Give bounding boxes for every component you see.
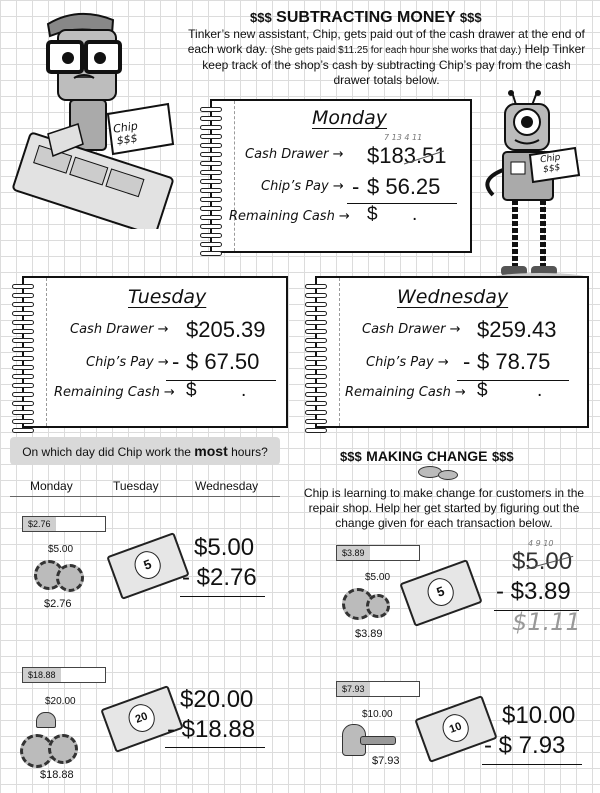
tuesday-cash-drawer-value: $205.39 (186, 317, 266, 342)
question-box: On which day did Chip work the most hours? (10, 437, 280, 465)
paid-amount-1: $5.00 (48, 544, 74, 555)
problem-3-top: $20.00 (180, 686, 254, 713)
price-tag-4: $7.93 (336, 681, 420, 697)
monday-remaining-label: Remaining Cash → (229, 209, 350, 224)
wednesday-cash-drawer-value: $259.43 (477, 317, 557, 342)
problem-2-top: $5.00 (512, 548, 573, 575)
answer-underline (10, 496, 280, 497)
tuesday-note (22, 276, 288, 428)
title-dollar-signs-left: $$$ (250, 10, 272, 25)
problem-2-answer: $1.11 (512, 608, 581, 636)
wednesday-title: Wednesday (397, 286, 509, 308)
monday-pay-value: $ 56.25 (367, 174, 441, 199)
tuesday-remaining-label: Remaining Cash → (54, 385, 175, 400)
wednesday-remaining-label: Remaining Cash → (345, 385, 466, 400)
chip-sign-text: Chip $$$ (539, 152, 562, 176)
price-label-1: $2.76 (44, 598, 72, 610)
price-label-4: $7.93 (372, 755, 400, 767)
tuesday-cash-drawer-label: Cash Drawer → (70, 322, 169, 337)
chip-robot-illustration (475, 90, 590, 285)
monday-regroup-marks: 7 13 4 11 (384, 133, 423, 142)
monday-pay-label: Chip’s Pay → (261, 179, 344, 194)
monday-cash-drawer-value: $183.51 (367, 143, 447, 168)
monday-remaining-dollar: $ (367, 204, 378, 225)
paid-amount-3: $20.00 (45, 696, 76, 707)
answer-option-monday[interactable]: Monday (30, 479, 73, 493)
tuesday-title: Tuesday (128, 286, 207, 308)
problem-4-top: $10.00 (502, 702, 576, 729)
paid-amount-4: $10.00 (362, 709, 393, 720)
monday-cash-drawer-label: Cash Drawer → (245, 147, 344, 162)
monday-minus: - (352, 174, 360, 199)
change-title: $$$ MAKING CHANGE $$$ (340, 448, 514, 464)
price-tag-3: $18.88 (22, 667, 106, 683)
gear-icon (48, 734, 78, 764)
answer-option-tuesday[interactable]: Tuesday (113, 479, 159, 493)
wednesday-pay-label: Chip’s Pay → (366, 355, 449, 370)
bill-icon: 20 (100, 685, 183, 753)
problem-2-regroup: 4 9 10 (528, 539, 554, 548)
price-tag-1: $2.76 (22, 516, 106, 532)
problem-1-rule (180, 596, 265, 597)
gear-icon (56, 564, 84, 592)
bill-icon: 10 (414, 695, 497, 763)
paid-amount-2: $5.00 (365, 572, 391, 583)
problem-4-bottom: - $ 7.93 (484, 732, 566, 759)
wednesday-note (315, 276, 589, 428)
bell-icon (36, 712, 56, 728)
gear-icon (366, 594, 390, 618)
plunger-handle (360, 736, 396, 745)
tuesday-pay-value: $ 67.50 (186, 349, 260, 374)
tuesday-pay-label: Chip’s Pay → (86, 355, 169, 370)
price-label-3: $18.88 (40, 769, 74, 781)
answer-option-wednesday[interactable]: Wednesday (195, 479, 259, 493)
tuesday-remaining-dollar: $ (186, 380, 197, 401)
monday-title: Monday (312, 107, 388, 129)
bill-icon: 5 (106, 532, 189, 600)
wednesday-remaining-dollar: $ (477, 380, 488, 401)
bill-icon: 5 (399, 559, 482, 627)
drawer-sign-text: Chip $$$ (112, 119, 139, 148)
problem-2-bottom: - $3.89 (496, 578, 571, 605)
title-dollar-signs-right: $$$ (459, 10, 482, 25)
wednesday-minus: - (463, 349, 471, 374)
monday-spiral (200, 107, 222, 260)
price-label-2: $3.89 (355, 628, 383, 640)
problem-4-rule (482, 764, 582, 765)
tuesday-minus: - (172, 349, 180, 374)
page-title: $$$ SUBTRACTING MONEY $$$ (250, 9, 482, 26)
wednesday-pay-value: $ 78.75 (477, 349, 551, 374)
wednesday-remaining-dot: . (537, 380, 543, 401)
question-emphasis: most (194, 443, 228, 459)
wednesday-cash-drawer-label: Cash Drawer → (362, 322, 461, 337)
intro-paragraph: Tinker’s new assistant, Chip, gets paid out of the cash drawer at the end of each work day. (She gets paid $11.25 for each hour she works that day.) Help Tinker keep track of the shop’s cash by subtracting Chip’s pay from the cash drawer totals below. (187, 27, 586, 87)
problem-3-rule (165, 747, 265, 748)
change-intro: Chip is learning to make change for customers in the repair shop. Help her get started by figuring out the change given for each transaction below. (303, 486, 585, 530)
coin-icon (438, 470, 458, 480)
monday-note (210, 99, 472, 253)
problem-1-top: $5.00 (194, 534, 255, 561)
monday-remaining-dot: . (412, 204, 418, 225)
problem-1-bottom: - $2.76 (182, 564, 257, 591)
price-tag-2: $3.89 (336, 545, 420, 561)
tuesday-remaining-dot: . (241, 380, 247, 401)
problem-3-bottom: - $18.88 (167, 716, 256, 743)
tinker-robot-illustration (8, 4, 188, 229)
